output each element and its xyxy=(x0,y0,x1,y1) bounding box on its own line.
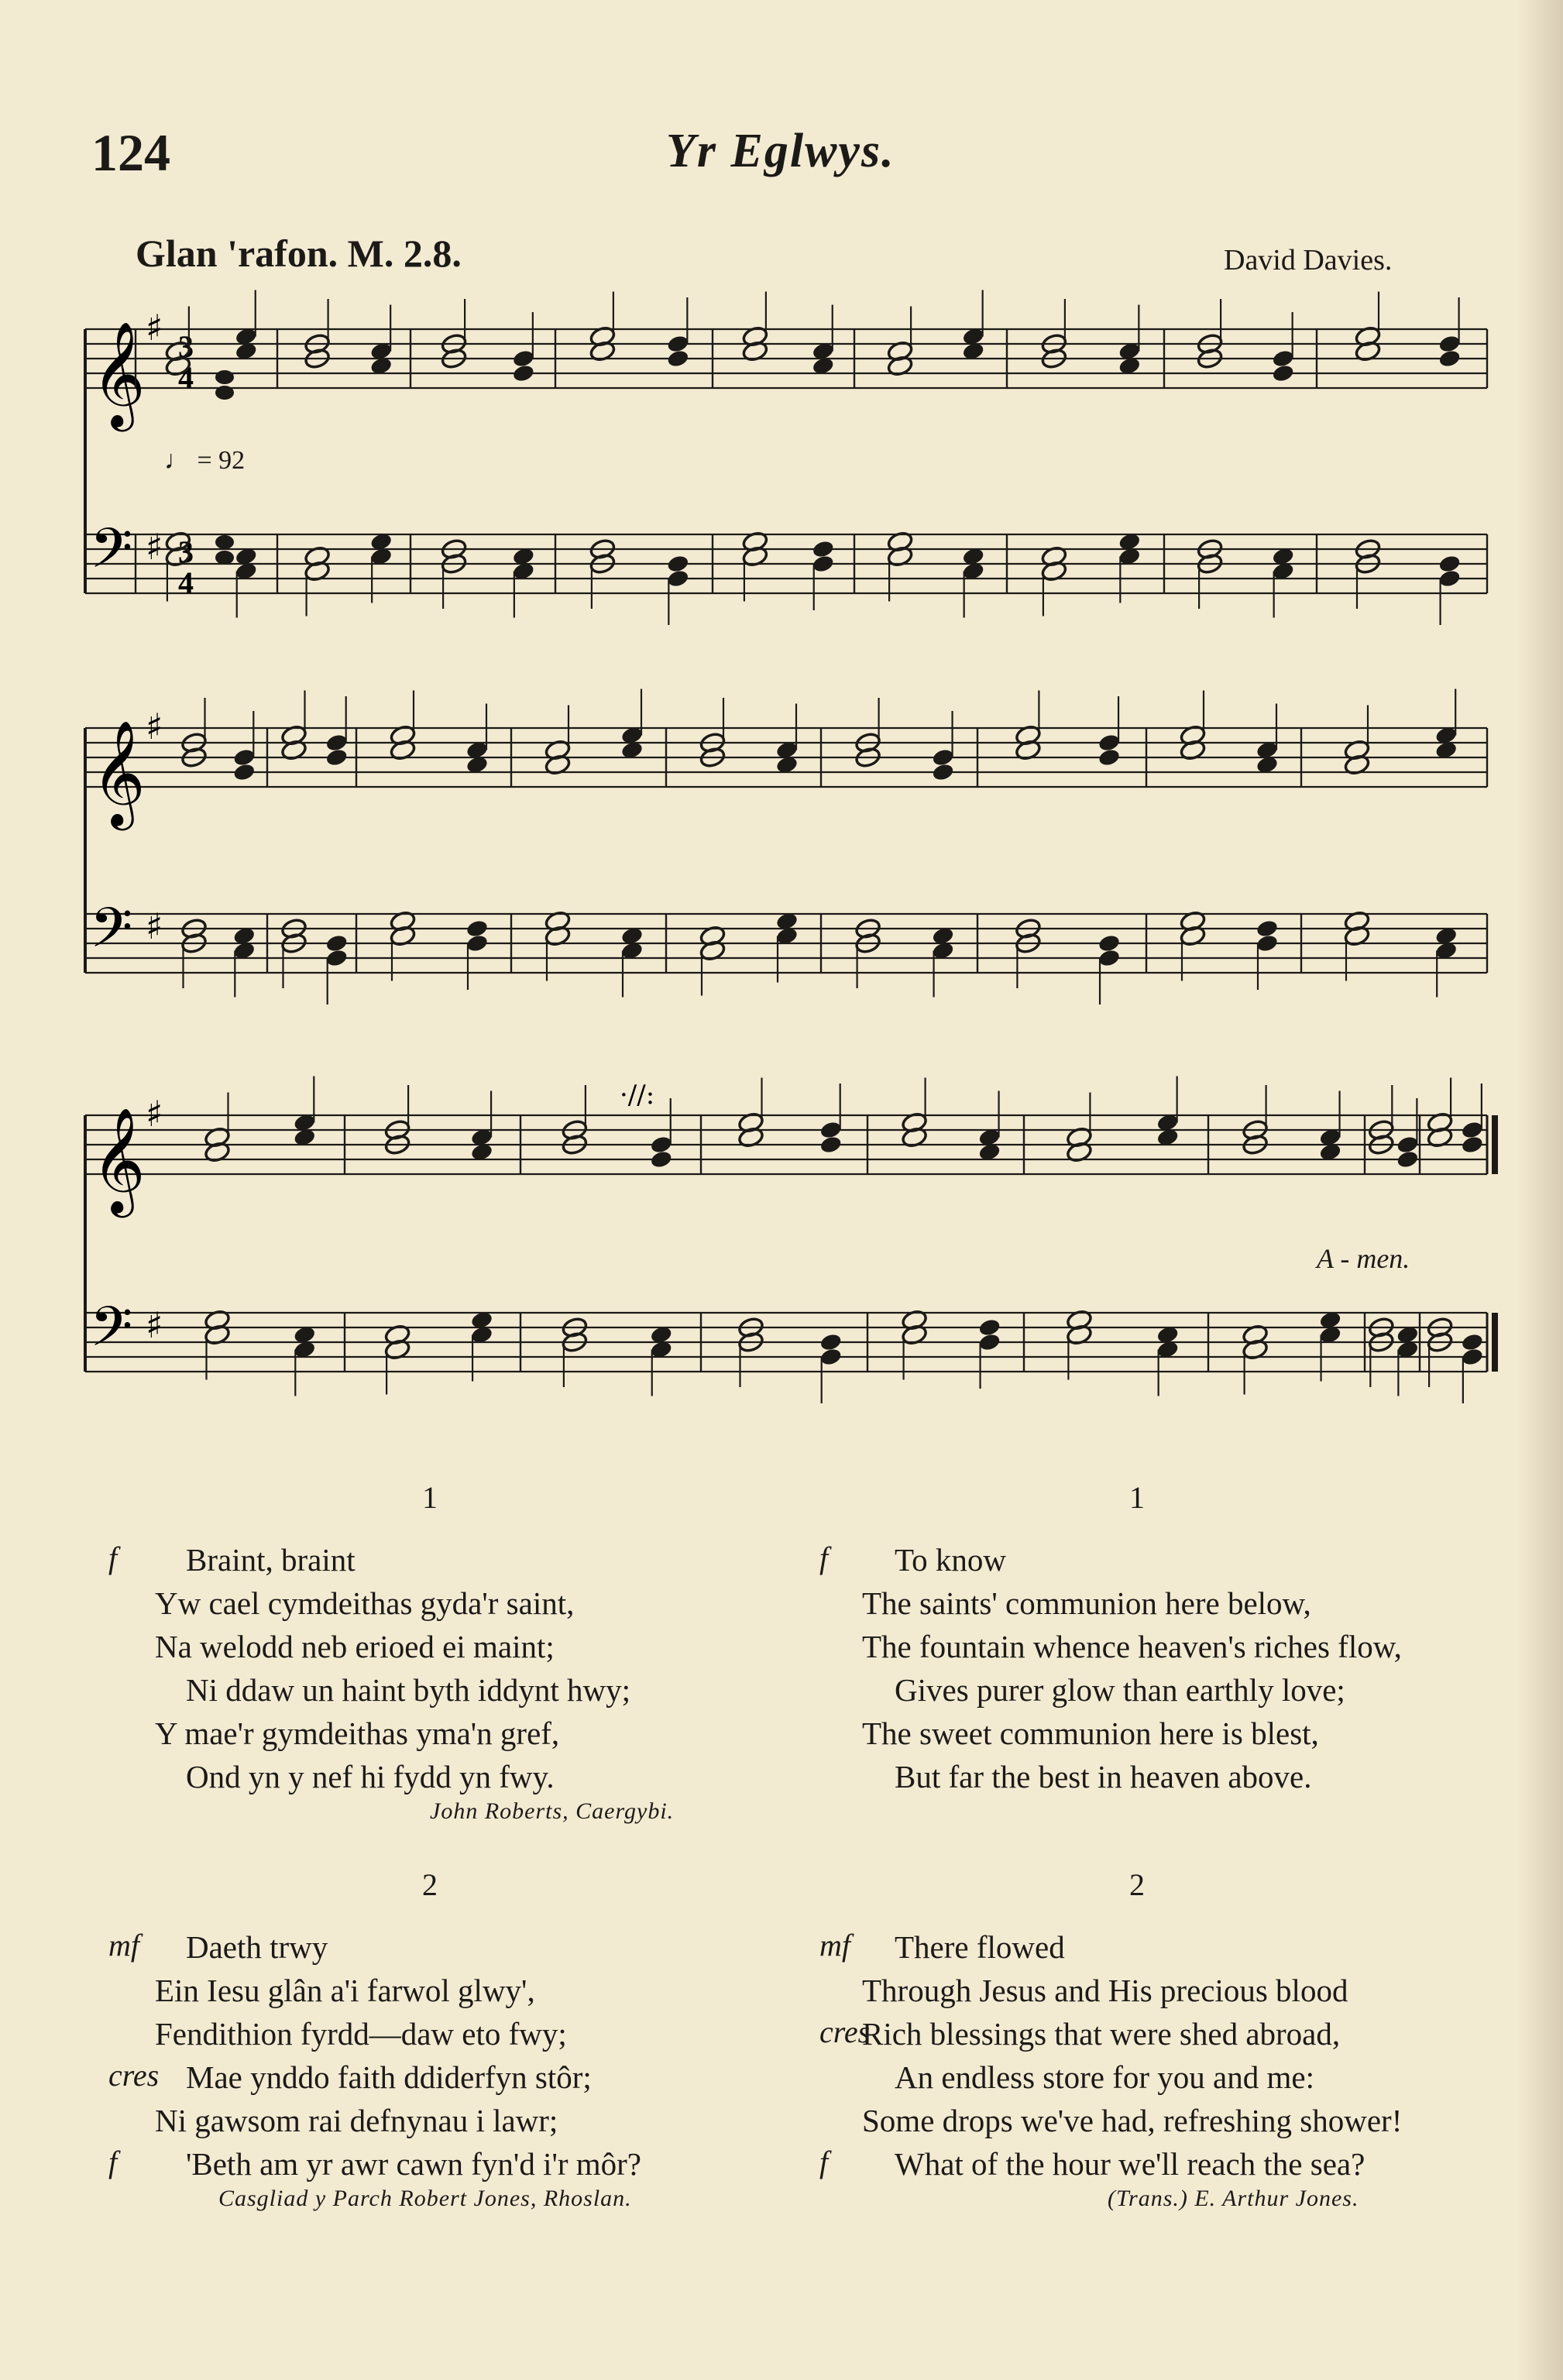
bass-clef-icon: 𝄢 xyxy=(90,1295,133,1372)
sharp-icon: ♯ xyxy=(146,526,163,568)
tune-title: Glan 'rafon. M. 2.8. xyxy=(136,232,462,275)
dynamic-marking: f xyxy=(819,1540,829,1575)
hymn-line: 'Beth am yr awr cawn fyn'd i'r môr? xyxy=(186,2146,641,2182)
hymn-line: But far the best in heaven above. xyxy=(895,1759,1312,1794)
hymn-author: Casgliad y Parch Robert Jones, Rhoslan. xyxy=(218,2186,632,2211)
time-signature-top: 3 xyxy=(178,329,194,364)
dynamic-marking: mf xyxy=(108,1928,139,1963)
dynamic-marking: cres xyxy=(819,2014,871,2049)
quarter-note-head xyxy=(325,747,349,768)
quarter-note-head xyxy=(666,568,690,589)
dynamic-marking: f xyxy=(819,2145,829,2179)
dynamic-marking: f xyxy=(108,2145,118,2179)
hymn-line: The sweet communion here is blest, xyxy=(862,1715,1319,1751)
verse-number: 1 xyxy=(422,1480,438,1515)
quarter-note-head xyxy=(1438,349,1462,369)
quarter-note-head xyxy=(811,554,835,574)
quarter-note-head xyxy=(325,933,349,953)
dynamic-marking: f xyxy=(108,1540,118,1575)
hymn-author: John Roberts, Caergybi. xyxy=(430,1798,675,1824)
hymn-line: Ni gawsom rai defnynau i lawr; xyxy=(155,2103,558,2138)
hymn-line: Ond yn y nef hi fydd yn fwy. xyxy=(186,1759,555,1794)
treble-clef-icon: 𝄞 xyxy=(91,320,146,427)
quarter-note-head xyxy=(1271,363,1295,383)
quarter-note-head xyxy=(977,1317,1001,1338)
quarter-note-head xyxy=(215,386,234,400)
sharp-icon: ♯ xyxy=(146,307,163,349)
hymn-line: The fountain whence heaven's riches flow, xyxy=(862,1629,1402,1664)
hymn-line: The saints' communion here below, xyxy=(862,1585,1311,1621)
segno-sign-icon: ·//: xyxy=(620,1080,655,1111)
running-title: Yr Eglwys. xyxy=(666,125,895,177)
quarter-note-head xyxy=(819,1120,843,1140)
hymn-line: Daeth trwy xyxy=(186,1929,328,1965)
quarter-note-head xyxy=(1461,1120,1485,1140)
quarter-note-head xyxy=(1438,568,1462,589)
quarter-note-head xyxy=(1098,933,1122,953)
quarter-note-head xyxy=(1461,1347,1485,1367)
time-signature-bottom: 4 xyxy=(178,360,194,395)
hymn-line: Y mae'r gymdeithas yma'n gref, xyxy=(155,1715,560,1751)
quarter-note-head xyxy=(325,948,349,968)
quarter-note-head xyxy=(1438,334,1462,354)
verse-number: 2 xyxy=(1129,1867,1145,1902)
dynamic-marking: mf xyxy=(819,1928,850,1963)
quarter-note-head xyxy=(512,363,536,383)
quarter-note-head xyxy=(1256,933,1280,953)
treble-clef-icon: 𝄞 xyxy=(91,1106,146,1213)
quarter-note-head xyxy=(1256,919,1280,939)
quarter-note-head xyxy=(215,535,234,549)
composer-name: David Davies. xyxy=(1224,244,1393,276)
quarter-note-head xyxy=(325,733,349,753)
quarter-note-head xyxy=(1098,948,1122,968)
hymn-line: Mae ynddo faith ddiderfyn stôr; xyxy=(186,2059,592,2095)
tempo-marking: ♩ = 92 xyxy=(164,446,246,475)
quarter-note-head xyxy=(977,1332,1001,1352)
quarter-note-head xyxy=(465,919,490,939)
hymn-line: Braint, braint xyxy=(186,1542,356,1578)
quarter-note-head xyxy=(819,1332,843,1352)
quarter-note-head xyxy=(819,1347,843,1367)
quarter-note-head xyxy=(1438,554,1462,574)
quarter-note-head xyxy=(512,349,536,369)
quarter-note-head xyxy=(1461,1135,1485,1155)
quarter-note-head xyxy=(232,762,256,782)
page-number: 124 xyxy=(91,123,170,182)
hymn-line: Yw cael cymdeithas gyda'r saint, xyxy=(155,1585,575,1621)
hymn-line: Ni ddaw un haint byth iddynt hwy; xyxy=(186,1672,630,1708)
hymn-line: Some drops we've had, refreshing shower! xyxy=(862,2103,1403,2138)
bass-clef-icon: 𝄢 xyxy=(90,517,133,594)
hymn-line: To know xyxy=(895,1542,1007,1578)
sharp-icon: ♯ xyxy=(146,1304,163,1346)
quarter-note-head xyxy=(1098,747,1122,768)
verse-number: 2 xyxy=(422,1867,438,1902)
quarter-note-head xyxy=(931,762,955,782)
quarter-note-head xyxy=(666,554,690,574)
hymn-line: What of the hour we'll reach the sea? xyxy=(895,2146,1365,2182)
hymn-line: Gives purer glow than earthly love; xyxy=(895,1672,1345,1708)
quarter-note-head xyxy=(1271,349,1295,369)
hymn-line: There flowed xyxy=(895,1929,1065,1965)
sharp-icon: ♯ xyxy=(146,905,163,947)
quarter-note-head xyxy=(666,349,690,369)
hymn-line: An endless store for you and me: xyxy=(895,2059,1314,2095)
quarter-note-head xyxy=(465,933,490,953)
hymn-line: Na welodd neb erioed ei maint; xyxy=(155,1629,555,1664)
quarter-note-head xyxy=(819,1135,843,1155)
hymn-author: (Trans.) E. Arthur Jones. xyxy=(1108,2186,1359,2211)
quarter-note-head xyxy=(1396,1135,1420,1155)
hymn-line: Rich blessings that were shed abroad, xyxy=(862,2016,1341,2052)
hymn-line: Ein Iesu glân a'i farwol glwy', xyxy=(155,1973,535,2008)
bass-clef-icon: 𝄢 xyxy=(90,896,133,974)
treble-clef-icon: 𝄞 xyxy=(91,719,146,826)
quarter-note-head xyxy=(215,370,234,384)
amen-text: A - men. xyxy=(1317,1243,1410,1274)
sharp-icon: ♯ xyxy=(146,1093,163,1135)
quarter-note-head xyxy=(232,747,256,768)
quarter-note-head xyxy=(1396,1149,1420,1169)
dynamic-marking: cres xyxy=(108,2058,160,2093)
sharp-icon: ♯ xyxy=(146,706,163,747)
quarter-note-head xyxy=(666,334,690,354)
time-signature-bottom: 4 xyxy=(178,565,194,600)
quarter-note-head xyxy=(811,539,835,559)
hymn-line: Through Jesus and His precious blood xyxy=(862,1973,1348,2008)
quarter-note-head xyxy=(649,1149,673,1169)
quarter-note-head xyxy=(931,747,955,768)
quarter-note-head xyxy=(215,551,234,565)
quarter-note-head xyxy=(649,1135,673,1155)
hymn-line: Fendithion fyrdd—daw eto fwy; xyxy=(155,2016,567,2052)
time-signature-top: 3 xyxy=(178,534,194,569)
verse-number: 1 xyxy=(1129,1480,1145,1515)
quarter-note-head xyxy=(1098,733,1122,753)
quarter-note-head xyxy=(1461,1332,1485,1352)
